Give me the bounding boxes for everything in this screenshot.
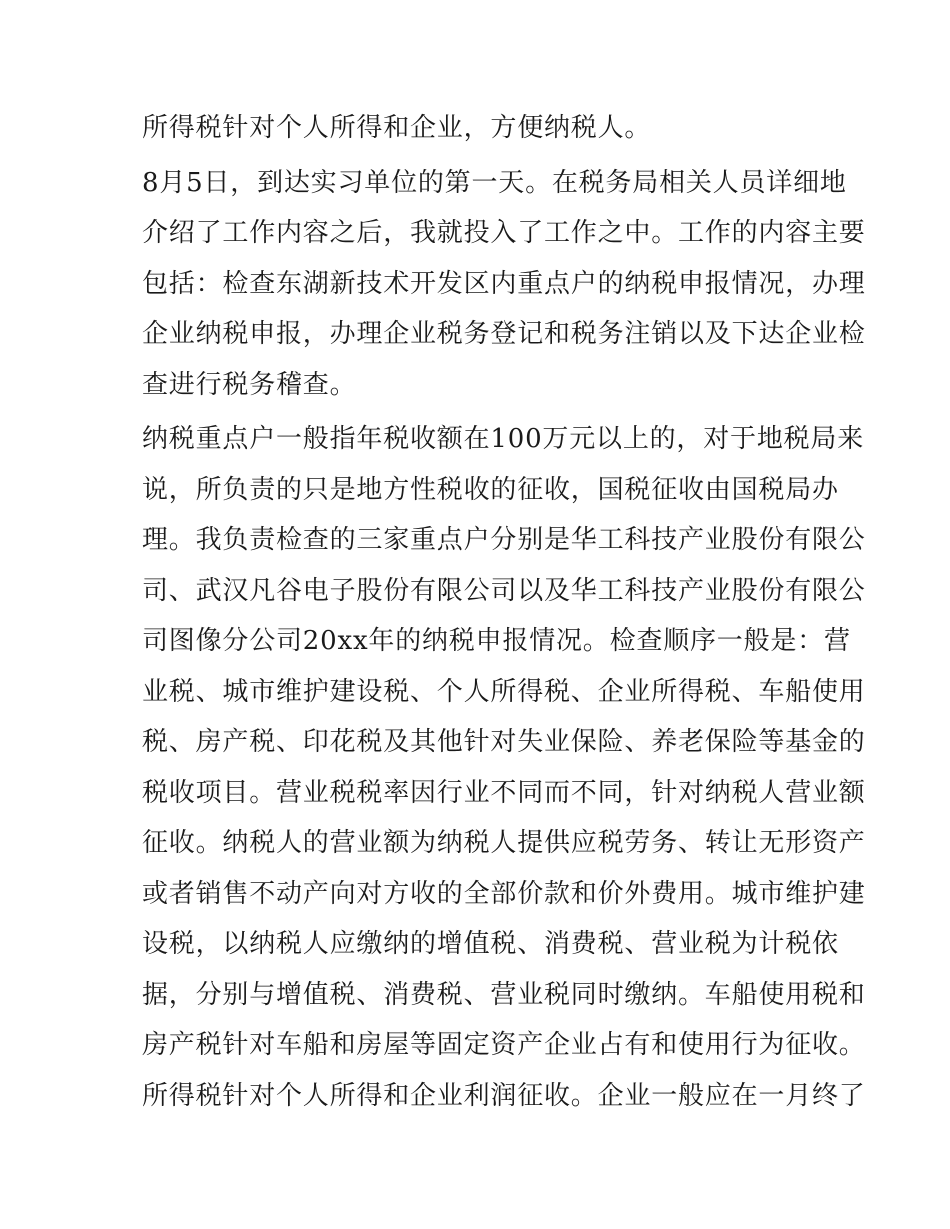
text-line: 据，分别与增值税、消费税、营业税同时缴纳。车船使用税和	[142, 979, 866, 1010]
text-line: 业税、城市维护建设税、个人所得税、企业所得税、车船使用	[142, 676, 866, 707]
text-line: 房产税针对车船和房屋等固定资产企业占有和使用行为征收。	[142, 1030, 866, 1060]
document-page	[142, 103, 866, 1121]
text-line: 征收。纳税人的营业额为纳税人提供应税劳务、转让无形资产	[142, 828, 866, 858]
paragraph-1	[142, 103, 832, 154]
text-line: 税、房产税、印花税及其他针对失业保险、养老保险等基金的	[142, 727, 866, 757]
text-line: 所得税针对个人所得和企业利润征收。企业一般应在一月终了	[142, 1080, 866, 1111]
text-line: 企业纳税申报，办理企业税务登记和税务注销以及下达企业检	[142, 319, 866, 349]
text-line: 设税，以纳税人应缴纳的增值税、消费税、营业税为计税依	[142, 929, 839, 959]
text-line: 或者销售不动产向对方收的全部价款和价外费用。城市维护建	[142, 878, 866, 909]
text-line: 说，所负责的只是地方性税收的征收，国税征收由国税局办	[142, 474, 839, 505]
paragraph-3	[142, 414, 866, 1121]
text-line: 所得税针对个人所得和企业，方便纳税人。	[142, 113, 652, 143]
text-line: 包括：检查东湖新技术开发区内重点户的纳税申报情况，办理	[142, 268, 866, 299]
text-line: 司、武汉凡谷电子股份有限公司以及华工科技产业股份有限公	[142, 575, 866, 606]
text-line: 介绍了工作内容之后，我就投入了工作之中。工作的内容主要	[142, 218, 866, 248]
text-line: 税收项目。营业税税率因行业不同而不同，针对纳税人营业额	[142, 777, 866, 808]
text-line: 纳税重点户一般指年税收额在100万元以上的，对于地税局来	[142, 424, 865, 454]
text-line: 理。我负责检查的三家重点户分别是华工科技产业股份有限公	[142, 525, 866, 555]
paragraph-2	[142, 158, 866, 411]
text-line: 查进行税务稽查。	[142, 369, 357, 400]
text-line: 司图像分公司20xx年的纳税申报情况。检查顺序一般是：营	[142, 626, 851, 656]
text-line: 8月5日，到达实习单位的第一天。在税务局相关人员详细地	[142, 167, 847, 198]
